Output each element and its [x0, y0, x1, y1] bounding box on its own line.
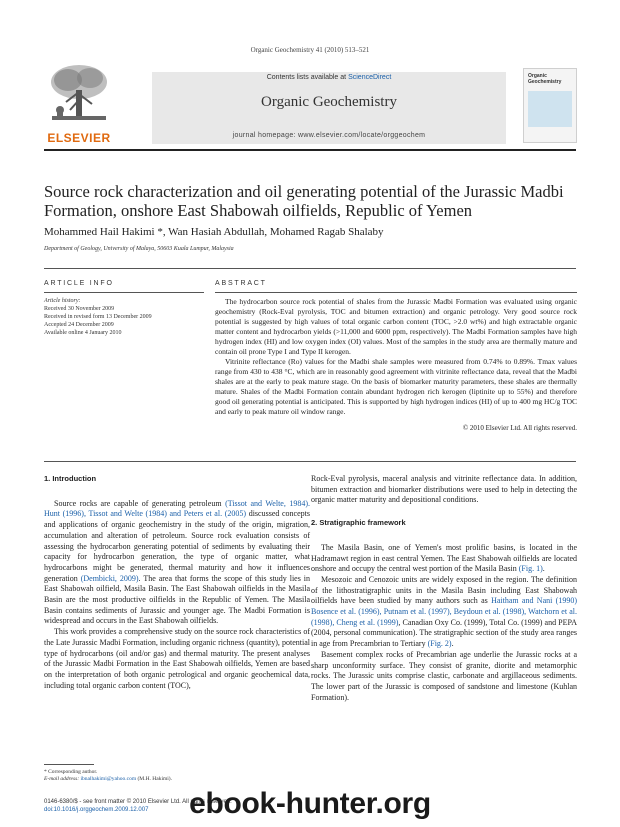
citation-link[interactable]: (Tissot and Welte, 1984). Hunt (1996), Tissot and Welte (1984) and Peters et al. (2005)	[44, 498, 311, 519]
figure-link[interactable]: (Fig. 2)	[427, 639, 452, 649]
contents-line	[152, 74, 506, 81]
author-affiliation: Department of Geology, University of Malaya, 50603 Kuala Lumpur, Malaysia	[44, 246, 234, 252]
email-suffix: (M.H. Hakimi).	[137, 776, 172, 782]
footnote	[44, 769, 284, 783]
history-revised: Received in revised form 13 December 2009	[44, 314, 152, 320]
strat-paragraph-2	[311, 575, 577, 650]
article-history	[44, 297, 204, 337]
header-rule	[44, 149, 576, 151]
strat-heading: 2. Stratigraphic framework	[311, 518, 406, 528]
email-link[interactable]: ibnalhakimi@yahoo.com	[80, 776, 137, 782]
article-info-heading: ARTICLE INFO	[44, 280, 114, 287]
elsevier-wordmark: ELSEVIER	[47, 131, 111, 145]
history-online: Available online 4 January 2010	[44, 330, 122, 336]
journal-homepage[interactable]: journal homepage: www.elsevier.com/locate/orggeochem	[232, 132, 426, 139]
intro-text: Source rocks are capable of generating petroleum	[54, 498, 226, 508]
citation-link[interactable]: (Dembicki, 2009)	[80, 573, 139, 583]
strat-paragraph-3: Basement complex rocks of Precambrian age underlie the Jurassic rocks at a sharp unconformity surface. They consist of granite, diorite and metamorphic rocks. The Jurassic units comprise clastic, carbonate and argillaceous sediments. The lower part of the Jurassic is composed of sandstone and limestone (Kuhlan Formation).	[311, 649, 577, 702]
article-title: Source rock characterization and oil generating potential of the Jurassic Madbi Formation, onshore East Shabowah oilfields, Republic of Yemen	[44, 182, 564, 220]
footnote-rule	[44, 764, 94, 765]
left-column	[44, 474, 310, 691]
elsevier-tree-icon	[44, 62, 114, 124]
intro-heading: 1. Introduction	[44, 474, 97, 483]
corresponding-author: * Corresponding author.	[44, 769, 98, 775]
email-label: E-mail address:	[44, 776, 80, 782]
doi-link[interactable]: doi:10.1016/j.orggeochem.2009.12.007	[44, 807, 149, 813]
article-authors: Mohammed Hail Hakimi *, Wan Hasiah Abdullah, Mohamed Ragab Shalaby	[44, 226, 384, 238]
sciencedirect-link[interactable]: ScienceDirect	[348, 74, 392, 81]
info-rule	[44, 292, 204, 293]
abstract-paragraph-1: The hydrocarbon source rock potential of shales from the Jurassic Madbi Formation was evaluated using organic geochemistry (Rock-Eval pyrolysis, TOC and bitumen extraction) and organic petrology. Very good source rock potential is suggested by high values of total organic carbon content (TOC, >2.0 wt%) and high extractable organic matter content and hydrocarbon yields (>11,000 and 6000 ppm, respectively). The Madbi Formation samples have high hydrogen index (HI) and low oxygen index (OI) values. Most of the samples in the study area are thermally mature and contain oil prone Type I and Type II kerogen.	[215, 297, 577, 356]
email-line	[44, 776, 284, 783]
abstract-rule	[215, 292, 577, 293]
abstract-body	[215, 297, 577, 433]
strat-text: , Canadian Oxy Co. (1999), Total Co. (1999) and PEPA (2004, personal communication). The stratigraphic section of the study area ranges in age from Precambrian to Tertiary	[311, 617, 578, 649]
history-label: Article history:	[44, 298, 81, 304]
strat-text: .	[542, 564, 545, 574]
elsevier-logo[interactable]	[44, 62, 114, 145]
contents-prefix: Contents lists available at	[266, 74, 347, 81]
abstract-copyright: © 2010 Elsevier Ltd. All rights reserved.	[462, 424, 577, 432]
abstract-paragraph-2: Vitrinite reflectance (Ro) values for the Madbi shale samples were measured from 0.74% to 0.89%. Tmax values range from 430 to 438 °C, which are in reasonably good agreement with vitrinite reflectance data, reveal that the Madbi shales are at the early to peak mature stage. On the basis of biomarker maturity parameters, these shales are thermally mature. Shales of the Madbi Formation contain abundant hydrogen rich kerogen (liptinite up to 55%) and therefore good oil generating potential is anticipated. This is supported by high hydrogen indices (HI) of up to 400 mg HC/g TOC and early to peak mature oil window range.	[215, 357, 577, 416]
strat-text: Mesozoic and Cenozoic units are widely exposed in the region. The definition of the lithostratigraphic units in the Masila Basin including East Shabowah oilfields have been studied by many authors such as	[311, 574, 577, 606]
strat-text: .	[451, 639, 454, 649]
right-column	[311, 474, 577, 703]
strat-text: The Masila Basin, one of Yemen's most prolific basins, is located in the Hadramawt region in east central Yemen. The East Shabowah oilfields are located onshore and occupy the central west portion of the Masila Basin	[311, 542, 577, 574]
issn-line: 0146-6380/$ - see front matter © 2010 Elsevier Ltd. All rights reserved.	[44, 799, 232, 805]
intro-paragraph-1	[44, 499, 310, 627]
cover-image	[528, 91, 572, 127]
intro-paragraph-2: This work provides a comprehensive study on the source rock characteristics of the Late Jurassic Madbi Formation, including organic richness (quantity), potential type of hydrocarbons (oil and/or gas) and thermal maturity. The present analyses of the Jurassic Madbi Formation in the East Shabowah oilfields, Yemen are based on the interpretation of both organic petrological and organic geochemical data, including total organic carbon content (TOC),	[44, 627, 310, 690]
journal-cover-thumbnail[interactable]	[523, 68, 577, 143]
citation-link[interactable]: Haitham and Nani (1990) Bosence et al. (1996), Putnam et al. (1997), Beydoun et al. (1998), Watchorn et al. (1998), Cheng et al. (1999)	[311, 596, 577, 627]
abstract-heading: ABSTRACT	[215, 280, 267, 287]
watermark: ebook-hunter.org	[189, 787, 431, 820]
journal-title: Organic Geochemistry	[261, 94, 397, 110]
journal-citation: Organic Geochemistry 41 (2010) 513–521	[250, 46, 370, 54]
cover-title: Organic Geochemistry	[528, 73, 562, 85]
intro-text: . The area that forms the scope of this study lies in East Shabowah oilfield, Masila Basin. The East Shabowah oilfields in the Masila Basin are the most productive oilfields in the Republic of Yemen. The Masila Basin contains sediments of Jurassic and younger age. The Madbi Formation is widespread and occurs in the East Shabowah oilfields.	[44, 573, 311, 626]
abstract-bottom-rule	[44, 461, 576, 462]
strat-paragraph-1	[311, 543, 577, 575]
intro-text: discussed concepts and applications of organic geochemistry in the study of the origin, migration, accumulation and alteration of petroleum. Source rock evaluation consists of assessing the hydrocarbon generating potential of sediments by evaluating their capacity for hydrocarbon generation, the type of organic matter, what hydrocarbons might be generated, thermal maturity and how it influences generation	[44, 509, 310, 583]
history-received: Received 30 November 2009	[44, 306, 115, 312]
history-accepted: Accepted 24 December 2009	[44, 322, 114, 328]
intro-paragraph-3: Rock-Eval pyrolysis, maceral analysis and vitrinite reflectance data. In addition, bitumen extraction and biomarker distributions were used to help in detecting the organic matter maturity and depositional conditions.	[311, 474, 577, 505]
top-section-rule	[44, 268, 576, 269]
figure-link[interactable]: (Fig. 1)	[518, 564, 543, 574]
